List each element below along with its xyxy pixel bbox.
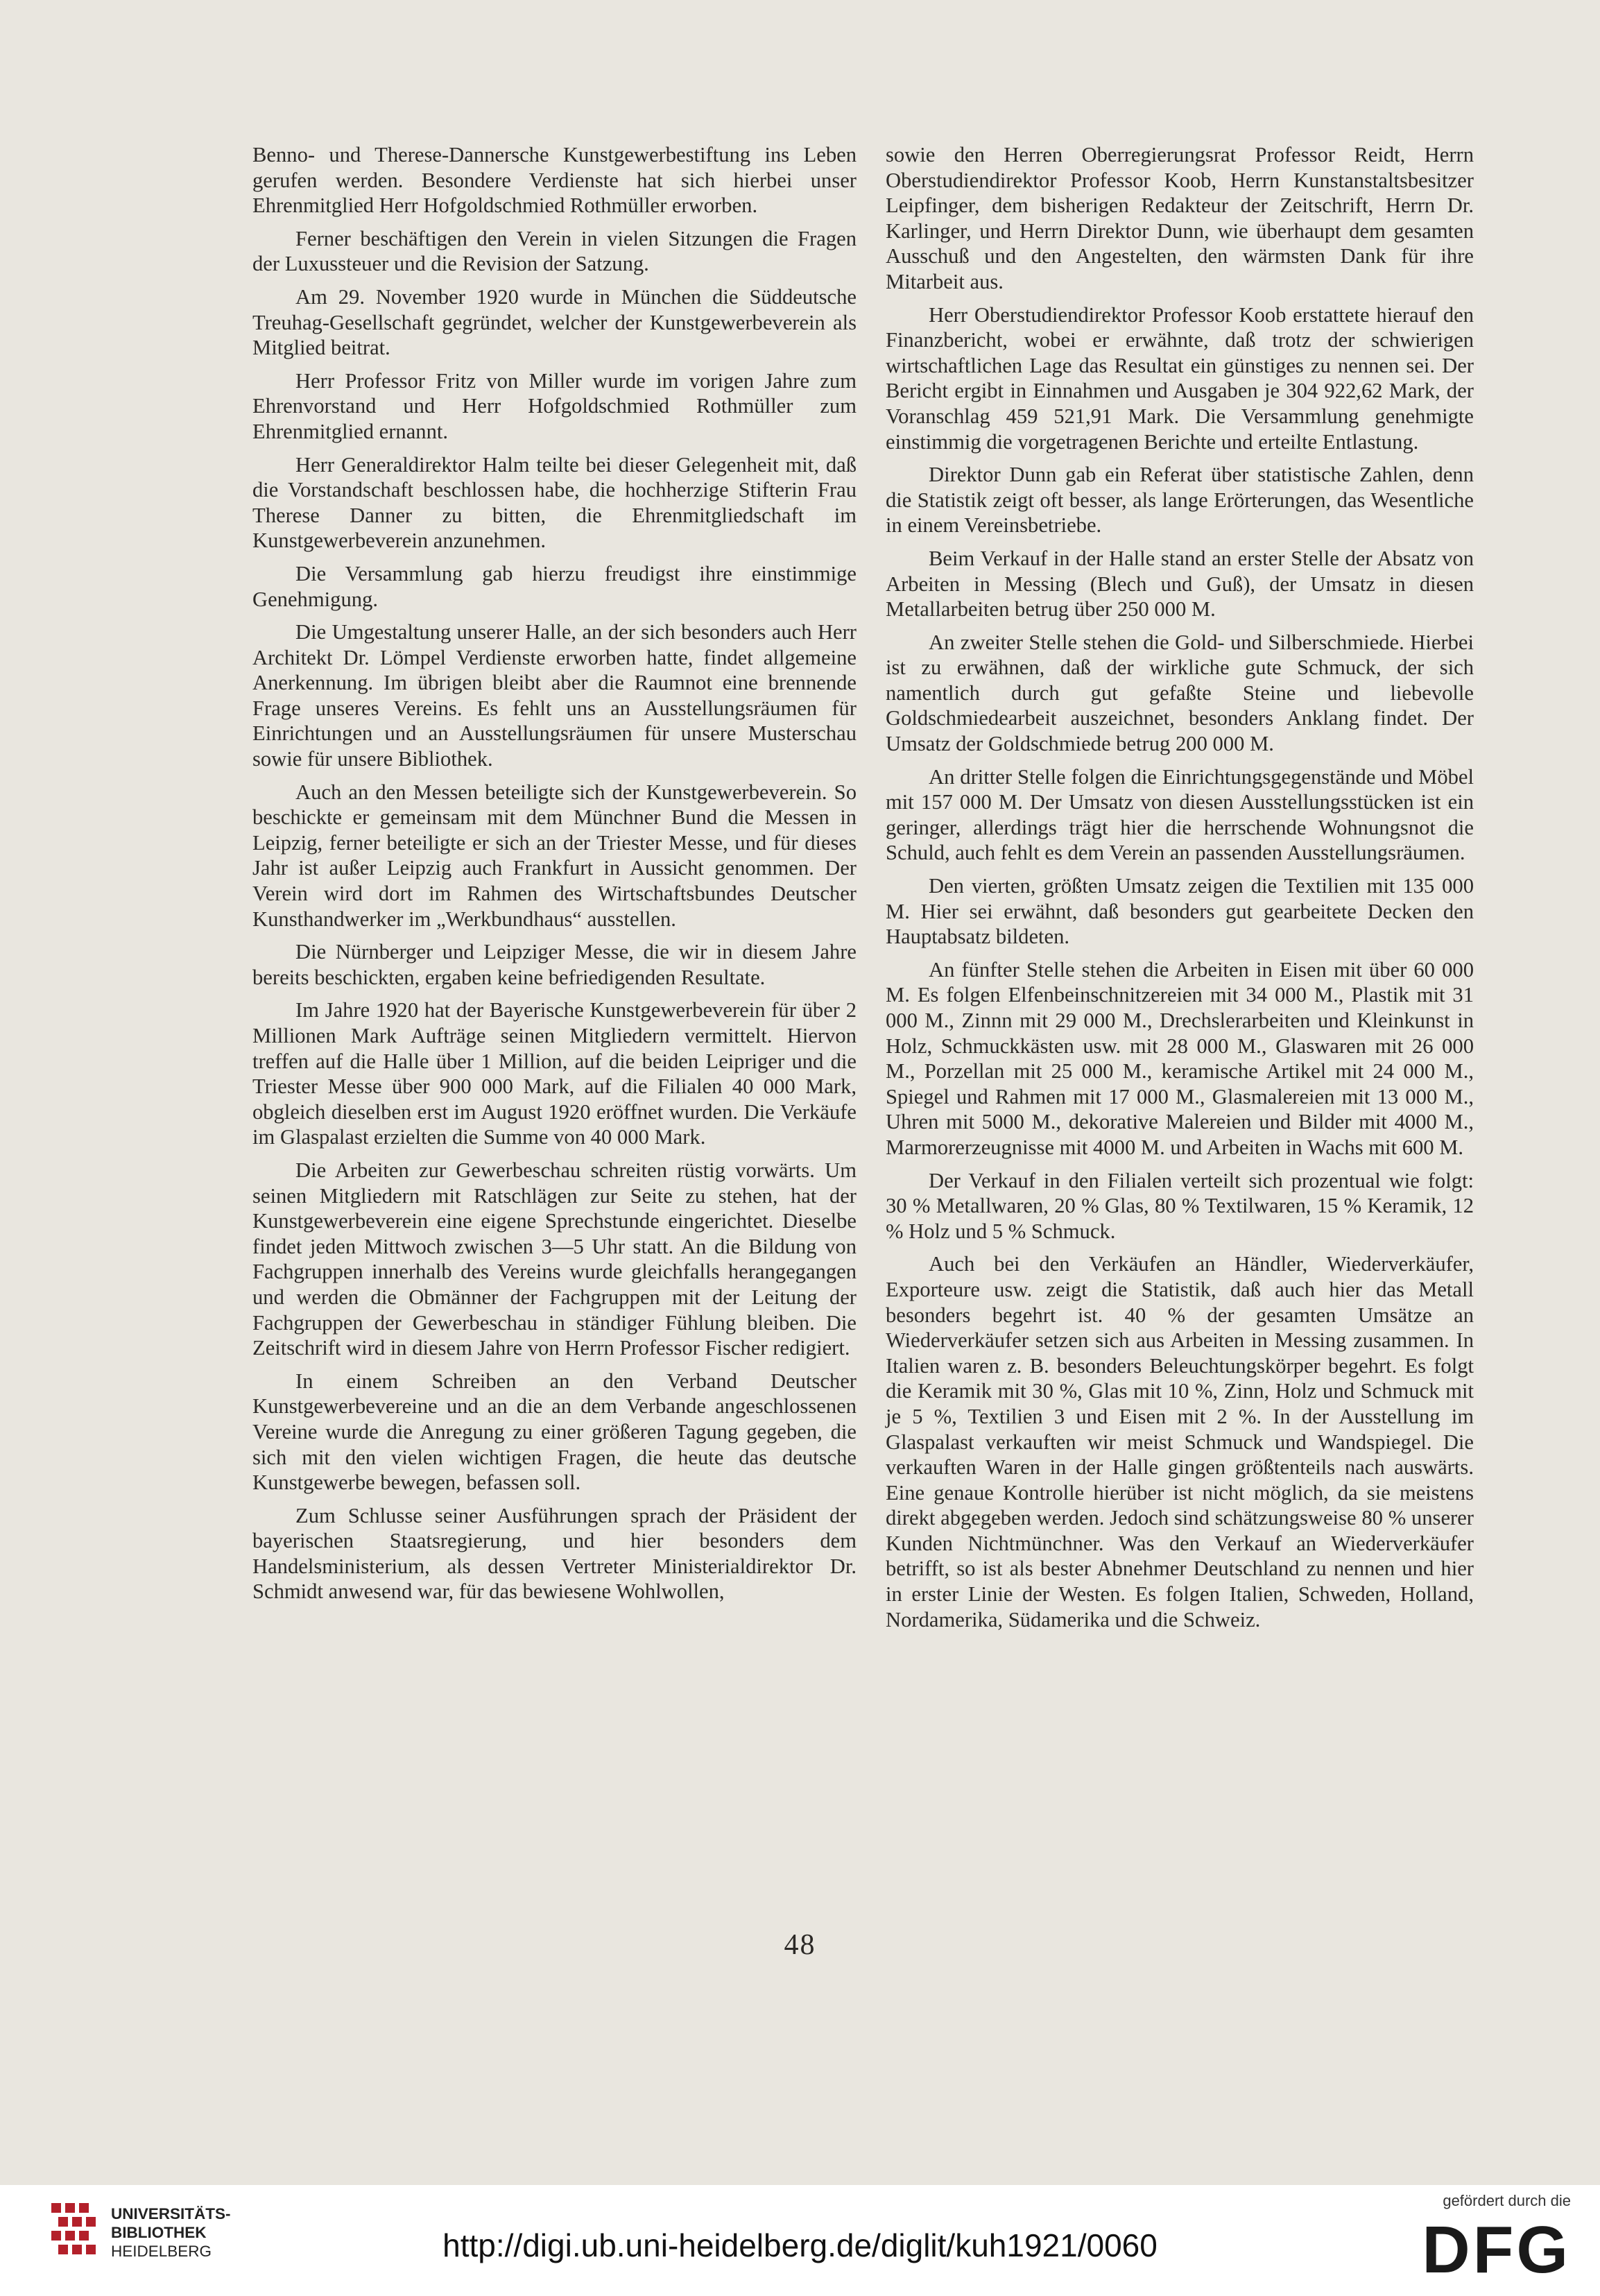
paragraph: Ferner beschäftigen den Verein in vielen Sitzungen die Fragen der Luxussteuer und die Revision der Satzung.	[252, 226, 857, 276]
paragraph: Beim Verkauf in der Halle stand an erster Stelle der Absatz von Arbeiten in Messing (Blech und Guß), der Umsatz in diesen Metallarbeiten betrug über 250 000 M.	[886, 546, 1474, 622]
library-name-line2: BIBLIOTHEK	[111, 2224, 207, 2241]
paragraph: In einem Schreiben an den Verband Deutscher Kunstgewerbevereine und an die an dem Verbande angeschlossenen Vereine wurde die Anregung zu einer größeren Tagung gegeben, die sich mit den vielen wichtigen Fragen, die heute das deutsche Kunstgewerbe bewegen, befassen soll.	[252, 1369, 857, 1495]
dfg-logo: DFG	[1422, 2213, 1571, 2287]
paragraph: Auch bei den Verkäufen an Händler, Wiederverkäufer, Exporteure usw. zeigt die Statistik, daß auch hier das Metall besonders begehrt ist. 40 % der gesamten Umsätze an Wiederverkäufer setzen sich aus Arbeiten in Messing zusammen. In Italien waren z. B. besonders Beleuchtungskörper begehrt. Es folgt die Keramik mit 30 %, Glas mit 10 %, Zinn, Holz und Schmuck mit je 5 %, Textilien 3 und Eisen mit 2 %. In der Ausstellung im Glaspalast verkauften wir meist Schmuck und Wandspiegel. Die verkauften Waren in der Halle gingen größtenteils nach auswärts. Eine genaue Kontrolle hierüber ist nicht möglich, da sie meistens direkt abgegeben werden. Jedoch sind schätzungsweise 80 % unserer Kunden Nichtmünchner. Was den Verkauf an Wiederverkäufer betrifft, so ist als bester Abnehmer Deutschland zu nennen und hier in erster Linie der Westen. Es folgen Italien, Schweden, Holland, Nordamerika, Südamerika und die Schweiz.	[886, 1252, 1474, 1631]
paragraph: Im Jahre 1920 hat der Bayerische Kunstgewerbeverein für über 2 Millionen Mark Aufträge seinen Mitgliedern vermittelt. Hiervon treffen auf die Halle über 1 Million, auf die beiden Leipriger und die Triester Messe über 900 000 Mark, auf die Filialen 40 000 Mark, obgleich dieselben erst im August 1920 eröffnet wurden. Die Verkäufe im Glaspalast erzielten die Summe von 40 000 Mark.	[252, 998, 857, 1149]
paragraph: Benno- und Therese-Dannersche Kunstgewerbestiftung ins Leben gerufen werden. Besondere Verdienste hat sich hierbei unser Ehrenmitglied Herr Hofgoldschmied Rothmüller erworben.	[252, 143, 857, 218]
library-name-line3: HEIDELBERG	[111, 2243, 212, 2260]
paragraph: Herr Professor Fritz von Miller wurde im vorigen Jahre zum Ehrenvorstand und Herr Hofgoldschmied Rothmüller zum Ehrenmitglied ernannt.	[252, 368, 857, 443]
funding-note: gefördert durch die	[1443, 2192, 1571, 2209]
paragraph: Die Umgestaltung unserer Halle, an der sich besonders auch Herr Architekt Dr. Lömpel Verdienste erworben hatte, findet allgemeine Anerkennung. Im übrigen bleibt aber die Raumnot eine brennende Frage unseres Vereins. Es fehlt uns an Ausstellungsräumen für Einrichtungen und an Ausstellungsräumen für unsere Musterschau sowie für unsere Bibliothek.	[252, 620, 857, 771]
page-number: 48	[784, 1929, 816, 1961]
paragraph: Die Nürnberger und Leipziger Messe, die wir in diesem Jahre bereits beschickten, ergaben keine befriedigenden Resultate.	[252, 940, 857, 989]
paragraph: Am 29. November 1920 wurde in München die Süddeutsche Treuhag-Gesellschaft gegründet, welcher der Kunstgewerbeverein als Mitglied beitrat.	[252, 284, 857, 360]
left-column	[252, 142, 857, 1612]
paragraph: Den vierten, größten Umsatz zeigen die Textilien mit 135 000 M. Hier sei erwähnt, daß besonders gut gearbeitete Decken den Hauptabsatz bildeten.	[886, 874, 1474, 949]
paragraph: Auch an den Messen beteiligte sich der Kunstgewerbeverein. So beschickte er gemeinsam mit dem Münchner Bund die Messen in Leipzig, ferner beteiligte er sich an der Triester Messe, und für dieses Jahr ist außer Leipzig auch Frankfurt in Aussicht genommen. Der Verein wird dort im Rahmen des Wirtschaftsbundes Deutscher Kunsthandwerker im „Werkbundhaus“ ausstellen.	[252, 780, 857, 931]
footer-bar	[0, 2185, 1600, 2296]
paragraph: Herr Oberstudiendirektor Professor Koob erstattete hierauf den Finanzbericht, wobei er erwähnte, daß trotz der schwierigen wirtschaftlichen Lage das Resultat ein günstiges zu nennen sei. Der Bericht ergibt in Einnahmen und Ausgaben je 304 922,62 Mark, der Voranschlag 459 521,91 Mark. Die Versammlung genehmigte einstimmig die vorgetragenen Berichte und erteilte Entlastung.	[886, 302, 1474, 454]
paragraph: Zum Schlusse seiner Ausführungen sprach der Präsident der bayerischen Staatsregierung, und hier besonders dem Handelsministerium, als dessen Vertreter Ministerialdirektor Dr. Schmidt anwesend war, für das bewiesene Wohlwollen,	[252, 1503, 857, 1604]
right-column	[886, 142, 1474, 1640]
paragraph: An fünfter Stelle stehen die Arbeiten in Eisen mit über 60 000 M. Es folgen Elfenbeinschnitzereien mit 34 000 M., Plastik mit 31 000 M., Zinnn mit 29 000 M., Drechslerarbeiten und Kleinkunst in Holz, Schmuckkästen usw. mit 28 000 M., Glaswaren mit 26 000 M., Porzellan mit 25 000 M., keramische Artikel mit 24 000 M., Spiegel und Rahmen mit 17 000 M., Glasmalereien mit 13 000 M., Uhren mit 5000 M., dekorative Malereien und Bilder mit 4000 M., Marmorerzeugnisse mit 4000 M. und Arbeiten in Wachs mit 600 M.	[886, 957, 1474, 1159]
paragraph: sowie den Herren Oberregierungsrat Professor Reidt, Herrn Oberstudiendirektor Professor Koob, Herrn Kunstanstaltsbesitzer Leipfinger, dem bisherigen Redakteur der Zeitschrift, Herrn Dr. Karlinger, und Herrn Direktor Dunn, wie überhaupt dem gesamten Ausschuß und den Angestelten, den wärmsten Dank für ihre Mitarbeit aus.	[886, 143, 1474, 293]
library-name-line1: UNIVERSITÄTS-	[111, 2205, 231, 2222]
paragraph: Herr Generaldirektor Halm teilte bei dieser Gelegenheit mit, daß die Vorstandschaft beschlossen habe, die hochherzige Stifterin Frau Therese Danner zu bitten, die Ehrenmitgliedschaft im Kunstgewerbeverein anzunehmen.	[252, 452, 857, 553]
permalink-url[interactable]: http://digi.ub.uni-heidelberg.de/diglit/kuh1921/0060	[442, 2227, 1158, 2263]
paragraph: An dritter Stelle folgen die Einrichtungsgegenstände und Möbel mit 157 000 M. Der Umsatz von diesen Ausstellungsstücken ist ein geringer, allerdings trägt hier die herrschende Wohnungsnot die Schuld, auch fehlt es dem Verein an passenden Ausstellungsräumen.	[886, 764, 1474, 865]
paragraph: Direktor Dunn gab ein Referat über statistische Zahlen, denn die Statistik zeigt oft besser, als lange Erörterungen, das Wesentliche in einem Vereinsbetriebe.	[886, 463, 1474, 538]
paragraph: Der Verkauf in den Filialen verteilt sich prozentual wie folgt: 30 % Metallwaren, 20 % Glas, 80 % Textilwaren, 15 % Keramik, 12 % Holz und 5 % Schmuck.	[886, 1168, 1474, 1243]
paragraph: Die Versammlung gab hierzu freudigst ihre einstimmige Genehmigung.	[252, 561, 857, 611]
paragraph: Die Arbeiten zur Gewerbeschau schreiten rüstig vorwärts. Um seinen Mitgliedern mit Ratschlägen zur Seite zu stehen, hat der Kunstgewerbeverein eine eigene Sprechstunde eingerichtet. Dieselbe findet jeden Mittwoch zwischen 3—5 Uhr statt. An die Bildung von Fachgruppen innerhalb des Vereins wurde gleichfalls herangegangen und werden die Obmänner der Fachgruppen mit der Leitung der Fachgruppen der Gewerbeschau in ständiger Fühlung bleiben. Die Zeitschrift wird in diesem Jahre von Herrn Professor Fischer redigiert.	[252, 1158, 857, 1360]
paragraph: An zweiter Stelle stehen die Gold- und Silberschmiede. Hierbei ist zu erwähnen, daß der wirkliche gute Schmuck, der sich namentlich durch gut gefaßte Steine und liebevolle Goldschmiedearbeit auszeichnet, besonders Anklang findet. Der Umsatz der Goldschmiede betrug 200 000 M.	[886, 630, 1474, 756]
